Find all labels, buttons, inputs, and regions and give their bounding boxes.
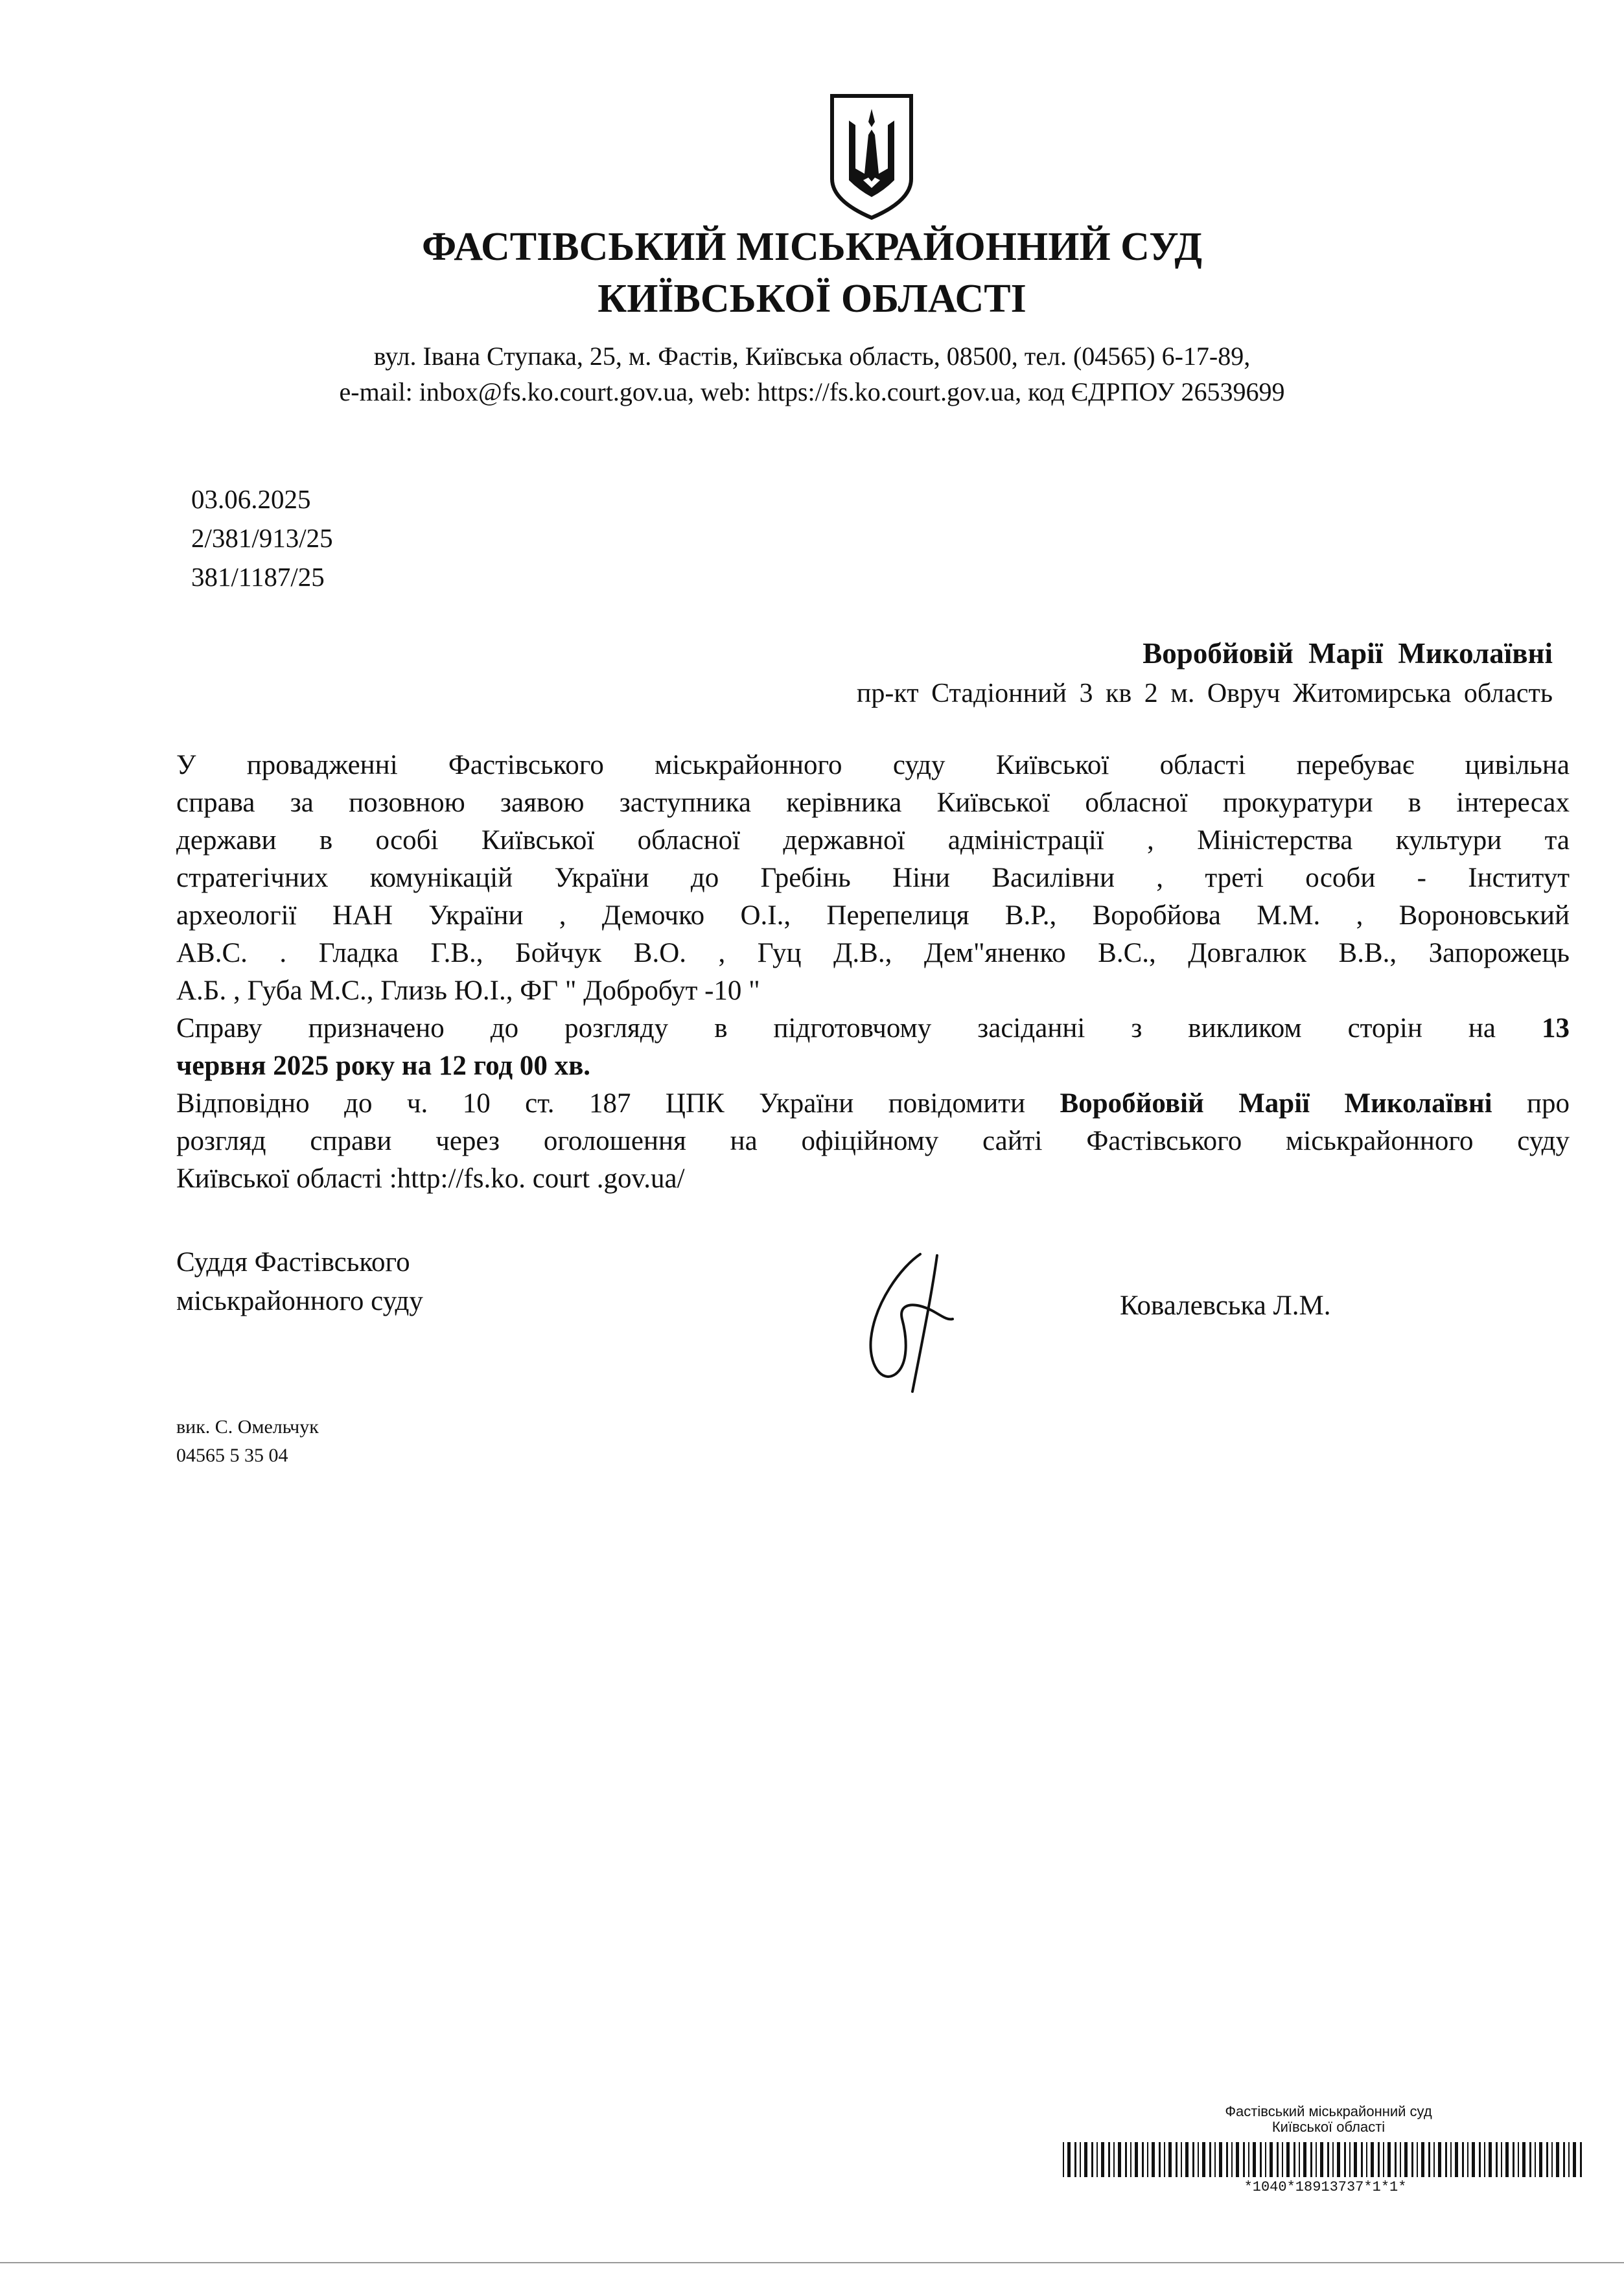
executor-info — [176, 1413, 319, 1470]
judge-title-line2: міськрайонного суду — [176, 1286, 423, 1316]
body-line: держави в особі Київської обласної державної адміністрації , Міністерства культури та — [176, 825, 1570, 856]
stamp-region: Київської області — [1271, 2119, 1386, 2135]
court-name-line1: ФАСТІВСЬКИЙ МІСЬКРАЙОННИЙ СУД — [421, 225, 1203, 269]
registry-stamp — [1063, 2104, 1594, 2135]
body-line: Київської області :http://fs.ko. court .gov.ua/ — [176, 1163, 685, 1194]
body-line: справа за позовною заявою заступника керівника Київської обласної прокуратури в інтересах — [176, 787, 1570, 818]
notice-suffix: про — [1527, 1088, 1570, 1119]
court-address: вул. Івана Ступака, 25, м. Фастів, Київська область, 08500, тел. (04565) 6-17-89, — [373, 342, 1251, 371]
executor-name: вик. С. Омельчук — [176, 1416, 319, 1438]
recipient-name: Воробйовій Марії Миколаївні — [1143, 637, 1553, 670]
hearing-line — [176, 1010, 1570, 1047]
letter-date: 03.06.2025 — [191, 484, 311, 514]
body-line: розгляд справи через оголошення на офіційному сайті Фастівського міськрайонного суду — [176, 1126, 1570, 1156]
letter-body — [176, 747, 1570, 1198]
judge-title — [176, 1243, 423, 1321]
judge-title-line1: Суддя Фастівського — [176, 1247, 410, 1277]
hearing-text: Справу призначено до розгляду в підготовчому засіданні з викликом сторін на — [176, 1013, 1496, 1044]
barcode-icon — [1063, 2142, 1588, 2177]
body-line: стратегічних комунікацій України до Гребінь Ніни Василівни , треті особи - Інститут — [176, 863, 1570, 893]
body-line: У провадженні Фастівського міськрайонного суду Київської області перебуває цивільна — [176, 750, 1570, 780]
body-line: А.Б. , Губа М.С., Глизь Ю.І., ФГ " Добробут -10 " — [176, 975, 760, 1006]
coat-of-arms-icon — [823, 89, 920, 222]
hearing-datetime-line — [176, 1047, 1570, 1085]
case-number: 2/381/913/25 — [191, 523, 333, 553]
executor-phone: 04565 5 35 04 — [176, 1445, 288, 1466]
court-name-line2: КИЇВСЬКОЇ ОБЛАСТІ — [597, 277, 1027, 321]
body-line: археології НАН України , Демочко О.І., Перепелиця В.Р., Воробйова М.М. , Вороновський — [176, 900, 1570, 931]
page-edge-line — [0, 2262, 1624, 2263]
stamp-court-name: Фастівський міськрайонний суд — [1225, 2103, 1432, 2119]
court-contacts: e-mail: inbox@fs.ko.court.gov.ua, web: https://fs.ko.court.gov.ua, код ЄДРПОУ 26539699 — [339, 377, 1285, 406]
body-line: АВ.С. . Гладка Г.В., Бойчук В.О. , Гуц Д.В., Дем"яненко В.С., Довгалюк В.В., Запорожець — [176, 938, 1570, 968]
handwritten-signature-icon — [855, 1241, 966, 1397]
recipient-address: пр-кт Стадіонний 3 кв 2 м. Овруч Житомирська область — [856, 679, 1553, 708]
judge-name: Ковалевська Л.М. — [1120, 1290, 1331, 1321]
barcode-number: *1040*18913737*1*1* — [1244, 2179, 1407, 2195]
notice-recipient-name: Воробйовій Марії Миколаївні — [1060, 1088, 1492, 1119]
hearing-datetime: червня 2025 року на 12 год 00 хв. — [176, 1051, 591, 1081]
hearing-day: 13 — [1542, 1013, 1570, 1044]
notice-line — [176, 1085, 1570, 1123]
proceeding-number: 381/1187/25 — [191, 562, 325, 592]
notice-prefix: Відповідно до ч. 10 ст. 187 ЦПК України повідомити — [176, 1088, 1026, 1119]
